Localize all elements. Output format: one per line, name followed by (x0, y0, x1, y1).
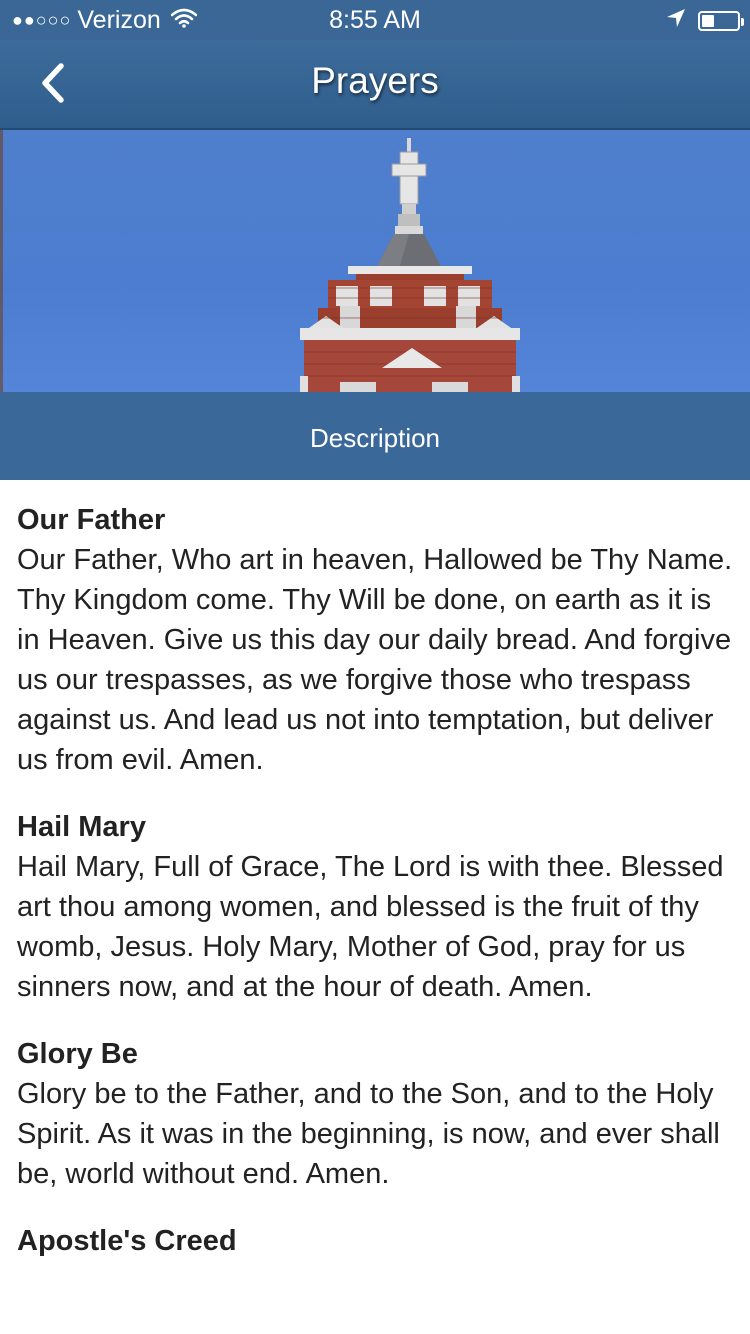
prayer-item (17, 1034, 733, 1194)
prayer-item (17, 500, 733, 780)
status-bar (0, 0, 750, 40)
prayer-text: Glory be to the Father, and to the Son, and to the Holy Spirit. As it was in the beginning, is now, and ever shall be, world without end. Amen. (17, 1078, 720, 1190)
prayer-title: Our Father (17, 504, 166, 536)
prayer-title: Apostle's Creed (17, 1225, 237, 1257)
hero-edge (0, 130, 3, 392)
prayer-item (17, 1221, 733, 1261)
carrier-name: Verizon (77, 6, 161, 34)
status-right (666, 8, 740, 33)
navigation-bar (0, 40, 750, 130)
battery-icon (698, 11, 740, 31)
prayer-title: Glory Be (17, 1038, 138, 1070)
prayers-list (17, 500, 733, 1288)
description-button[interactable]: Description (0, 392, 750, 480)
church-steeple-illustration (0, 130, 750, 392)
status-time: 8:55 AM (329, 6, 421, 34)
hero-image (0, 130, 750, 392)
prayer-text: Our Father, Who art in heaven, Hallowed be Thy Name. Thy Kingdom come. Thy Will be done, on earth as it is in Heaven. Give us this day our daily bread. And forgive us our trespasses, as we forgive those who trespass against us. And lead us not into temptation, but deliver us from evil. Amen. (17, 544, 733, 776)
location-arrow-icon (666, 8, 686, 33)
signal-strength-icon: ●●○○○ (12, 10, 72, 30)
prayer-title: Hail Mary (17, 811, 146, 843)
prayer-text: Hail Mary, Full of Grace, The Lord is with thee. Blessed art thou among women, and blessed is the fruit of thy womb, Jesus. Holy Mary, Mother of God, pray for us sinners now, and at the hour of death. Amen. (17, 851, 724, 1003)
prayer-item (17, 807, 733, 1007)
page-title: Prayers (311, 60, 439, 101)
